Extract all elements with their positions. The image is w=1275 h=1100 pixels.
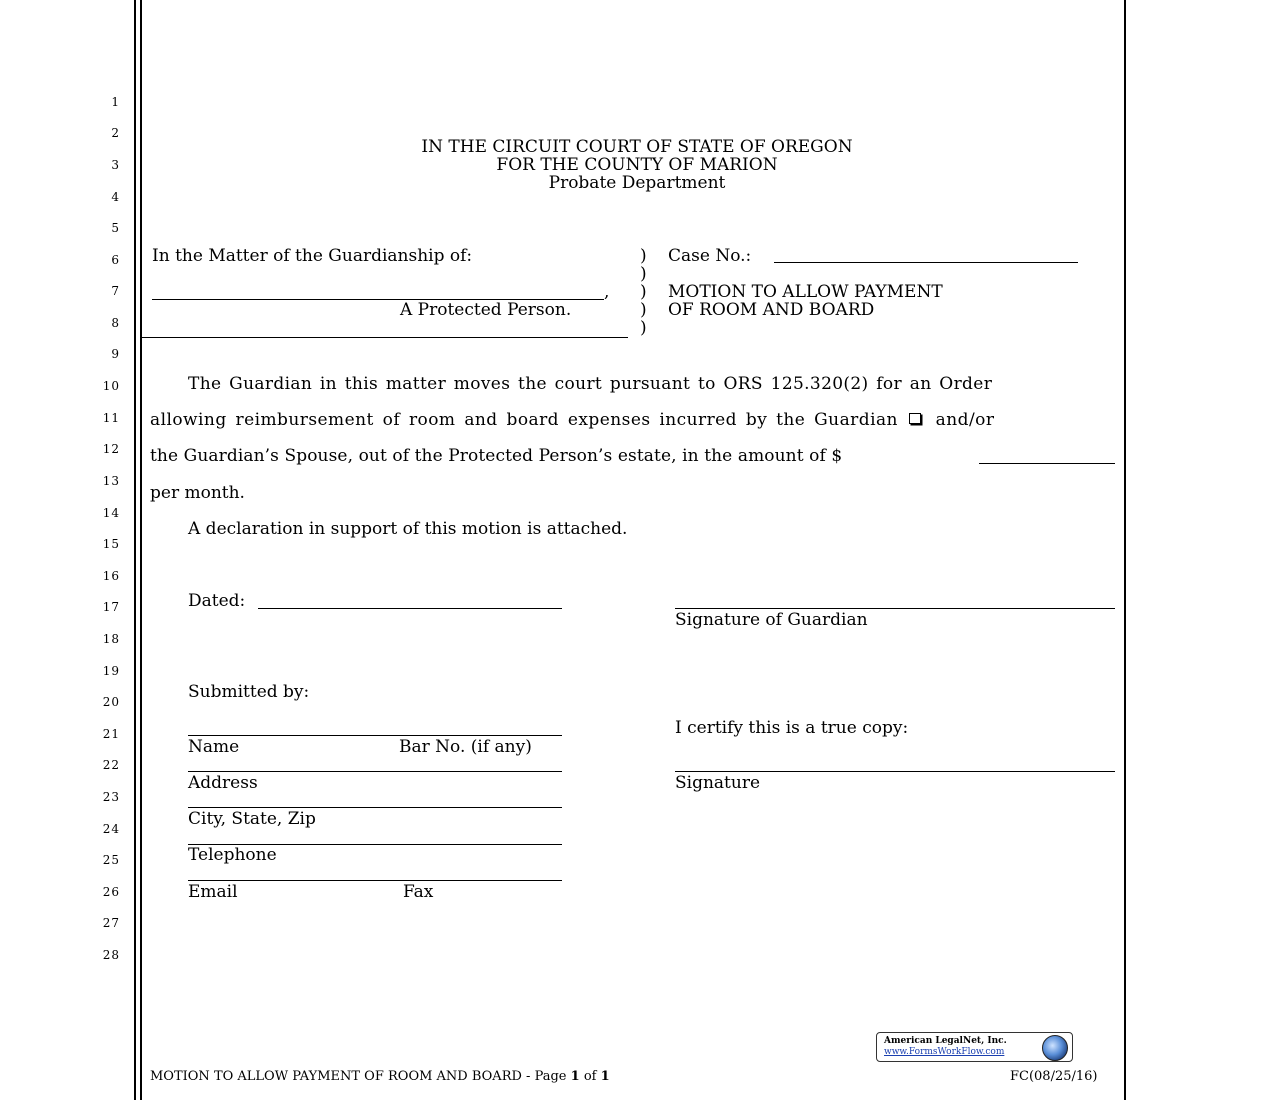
line-number: 20 — [102, 695, 120, 709]
line-number: 24 — [102, 822, 120, 836]
line-number: 2 — [111, 126, 120, 140]
certify-label: I certify this is a true copy: — [675, 718, 909, 738]
certify-signature-label: Signature — [675, 773, 761, 793]
line-number: 18 — [102, 632, 120, 646]
caption-paren: ) — [640, 318, 647, 338]
court-name: IN THE CIRCUIT COURT OF STATE OF OREGON — [421, 137, 853, 157]
line-number: 16 — [102, 569, 120, 583]
caption-paren: ) — [640, 264, 647, 284]
footer-title — [150, 1069, 610, 1084]
line-number: 21 — [102, 727, 120, 741]
body-line-11 — [150, 410, 994, 430]
caption-paren: ) — [640, 282, 647, 302]
guardian-signature-field[interactable] — [675, 608, 1115, 609]
american-legalnet-logo[interactable] — [876, 1032, 1073, 1062]
line-number: 22 — [102, 758, 120, 772]
name-label: Name — [188, 737, 240, 757]
department-name: Probate Department — [548, 173, 726, 193]
certify-signature-field[interactable] — [675, 771, 1115, 772]
body-line-10: The Guardian in this matter moves the court pursuant to ORS 125.320(2) for an Order — [188, 374, 993, 394]
line-number: 14 — [102, 506, 120, 520]
line-number: 1 — [111, 95, 120, 109]
city-state-zip-label: City, State, Zip — [188, 809, 316, 829]
line-number: 26 — [102, 885, 120, 899]
body-line-11-text: allowing reimbursement of room and board expenses incurred by the Guardian — [150, 410, 898, 430]
line-number: 27 — [102, 916, 120, 930]
dated-field[interactable] — [258, 608, 562, 609]
address-label: Address — [188, 773, 258, 793]
footer-title-text: MOTION TO ALLOW PAYMENT OF ROOM AND BOARD - Page — [150, 1069, 567, 1084]
caption-paren: ) — [640, 300, 647, 320]
body-line-13: per month. — [150, 483, 245, 503]
line-number: 11 — [102, 411, 120, 425]
matter-label: In the Matter of the Guardianship of: — [152, 246, 473, 266]
protected-person-label: A Protected Person. — [400, 300, 572, 320]
right-margin-rule — [1124, 0, 1126, 1100]
logo-company-name: American LegalNet, Inc. — [884, 1036, 1007, 1046]
address-field[interactable] — [188, 771, 562, 772]
caption-comma: , — [604, 282, 610, 302]
line-number: 10 — [102, 379, 120, 393]
email-fax-field[interactable] — [188, 880, 562, 881]
caption-bottom-rule — [140, 337, 628, 338]
line-number: 5 — [111, 221, 120, 235]
line-number: 28 — [102, 948, 120, 962]
line-number: 15 — [102, 537, 120, 551]
line-number: 8 — [111, 316, 120, 330]
line-number: 13 — [102, 474, 120, 488]
footer-of: of — [583, 1069, 597, 1084]
line-number: 4 — [111, 190, 120, 204]
globe-icon — [1042, 1035, 1068, 1061]
email-label: Email — [188, 882, 238, 902]
left-margin-rule-inner — [140, 0, 142, 1100]
spouse-checkbox[interactable] — [909, 413, 921, 424]
line-number: 6 — [111, 253, 120, 267]
name-field[interactable] — [188, 735, 562, 736]
case-no-label: Case No.: — [668, 246, 752, 266]
telephone-label: Telephone — [188, 845, 277, 865]
line-number: 23 — [102, 790, 120, 804]
case-no-field[interactable] — [774, 262, 1078, 263]
county-name: FOR THE COUNTY OF MARION — [496, 155, 778, 175]
line-number: 7 — [111, 284, 120, 298]
body-line-12: the Guardian’s Spouse, out of the Protected Person’s estate, in the amount of $ — [150, 446, 843, 466]
amount-field[interactable] — [979, 463, 1115, 464]
city-state-zip-field[interactable] — [188, 807, 562, 808]
declaration-statement: A declaration in support of this motion is attached. — [188, 519, 628, 539]
line-number: 3 — [111, 158, 120, 172]
guardian-signature-label: Signature of Guardian — [675, 610, 868, 630]
line-number: 19 — [102, 664, 120, 678]
dated-label: Dated: — [188, 591, 246, 611]
bar-no-label: Bar No. (if any) — [399, 737, 532, 757]
logo-url[interactable]: www.FormsWorkFlow.com — [884, 1047, 1005, 1057]
line-number: 17 — [102, 600, 120, 614]
motion-title-line2: OF ROOM AND BOARD — [668, 300, 875, 320]
footer-page-total: 1 — [600, 1069, 610, 1084]
caption-paren: ) — [640, 246, 647, 266]
motion-title-line1: MOTION TO ALLOW PAYMENT — [668, 282, 943, 302]
body-line-11-andor: and/or — [935, 410, 995, 430]
footer-form-code: FC(08/25/16) — [1010, 1069, 1098, 1084]
line-number: 12 — [102, 442, 120, 456]
footer-page-number: 1 — [570, 1069, 580, 1084]
line-number: 25 — [102, 853, 120, 867]
submitted-by-label: Submitted by: — [188, 682, 310, 702]
fax-label: Fax — [403, 882, 434, 902]
line-number: 9 — [111, 347, 120, 361]
left-margin-rule-outer — [134, 0, 136, 1100]
